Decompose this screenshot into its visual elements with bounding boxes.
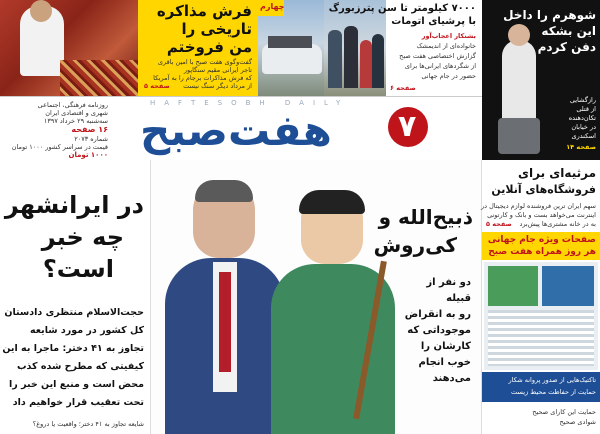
masthead-price: ۱۰۰۰ تومان — [68, 151, 108, 159]
cover-headline-1: ذبیح‌الله و — [378, 205, 473, 229]
family-car-photo — [258, 0, 324, 96]
worker-figure — [271, 190, 391, 434]
right-summary-1: سهم ایران ترین فروشنده لوازم دیجیتال در — [480, 202, 596, 210]
right-column — [482, 160, 600, 434]
cover-dek-3: رو به انقراض — [404, 309, 471, 320]
masthead-logo: هفت‌صبح — [140, 106, 332, 155]
top-center-headline-2: با پرشیای اتومات — [391, 16, 476, 27]
top-center-summary-2: خانواده‌ای از اندیمشک — [416, 42, 476, 50]
masthead-meta-2: شهری و اقتصادی ایران — [45, 109, 108, 117]
top-left-story — [138, 0, 258, 96]
top-left-summary-4: از مرداد دیگر سنگ نیست — [183, 82, 252, 90]
carpet-photo — [0, 0, 138, 96]
top-right-page-ref: صفحه ۱۴ — [566, 143, 596, 151]
promo-caption-1: تاکتیک‌هایی از صدور پروانه شکار — [508, 376, 596, 384]
top-left-headline-2: تاریخی را — [181, 20, 252, 38]
top-right-caption-3: تکان‌دهنده — [568, 114, 596, 122]
top-right-headline-3: دفن کردم — [537, 40, 596, 54]
top-right-caption-2: از قتلی — [576, 105, 596, 113]
cover-dek-1: دو نفر از — [426, 277, 471, 288]
top-center-story — [328, 0, 480, 96]
top-left-summary-3: که فرش مذاکرات برجام را به آمریکا — [153, 74, 252, 82]
left-footer: شایعه تجاوز به ۴۱ دختر؛ واقعیت یا دروغ؟ — [32, 420, 144, 428]
right-summary-ref: صفحه ۵ — [486, 220, 512, 228]
promo-banner[interactable] — [482, 232, 600, 260]
top-center-tag: چهارم — [260, 2, 285, 11]
masthead-price-label: قیمت در سراسر کشور ۱۰۰۰ تومان — [11, 143, 108, 151]
top-left-headline-3: من فروختم — [166, 38, 252, 56]
promo-small-1: حمایت این کارای صحیح — [532, 408, 596, 416]
left-headline-2: چه خبر — [41, 223, 124, 251]
top-left-page-ref: صفحه ۵ — [144, 82, 170, 90]
masthead-latin: HAFTESOBH DAILY — [150, 99, 350, 107]
top-right-caption-5: اسکندری — [571, 132, 596, 140]
top-left-summary-2: تاجر ایرانی مقیم سنگاپور — [183, 66, 252, 74]
masthead — [0, 96, 482, 160]
left-dek-5: محض است و منبع این خبر را — [9, 379, 144, 390]
promo-subline: هر روز همراه هفت صبح — [488, 247, 596, 257]
left-story — [0, 160, 150, 434]
worldcup-thumbnail — [484, 262, 598, 370]
top-right-caption-4: در خیابان — [571, 123, 596, 131]
left-headline-1: در ایرانشهر — [4, 191, 144, 219]
top-center-summary-3: گزارش اختصاصی هفت صبح — [399, 52, 476, 60]
masthead-meta-box — [0, 101, 112, 157]
left-dek-1: حجت‌الاسلام منتظری دادستان — [4, 307, 144, 318]
masthead-issue: شماره ۲۰۷۳ — [74, 135, 108, 143]
right-headline-1: مرثیه‌ای برای — [518, 166, 596, 180]
masthead-pages: ۱۶ صفحه — [71, 125, 108, 134]
top-center-summary-5: حضور در جام جهانی — [421, 72, 476, 80]
masthead-meta-3: سه‌شنبه ۲۹ خرداد ۱۳۹۷ — [43, 117, 108, 125]
left-dek-3: تجاوز به ۴۱ دختر: ماجرا به این — [2, 343, 144, 354]
top-right-headline-2: این بشکه — [541, 24, 596, 38]
top-left-summary-1: گفت‌وگوی هفت صبح با امین باقری — [157, 58, 252, 66]
left-headline-3: است؟ — [42, 255, 114, 283]
top-right-headline-1: شوهرم را داخل — [503, 8, 596, 22]
promo-headline: صفحات ویژه جام جهانی — [487, 235, 596, 245]
cover-dek-2: قبیله — [446, 293, 471, 304]
left-dek-2: کل کشور در مورد شایعه — [30, 325, 144, 336]
barrel-photo — [482, 0, 600, 160]
promo-caption-box — [482, 372, 600, 402]
cover-headline-2: کی‌روش — [373, 233, 457, 257]
left-dek-6: تحت تعقیب قرار خواهیم داد — [12, 397, 144, 408]
top-center-headline-1: ۷۰۰۰ کیلومتر تا سن پترزبورگ — [328, 3, 476, 14]
promo-caption-2: حمایت از حفاظت محیط زیست — [511, 388, 596, 396]
coach-figure — [165, 180, 285, 434]
masthead-meta-1: روزنامه فرهنگی، اجتماعی — [37, 101, 108, 109]
right-headline-2: فروشگاه‌های آنلاین — [491, 183, 596, 196]
cover-dek-6: خوب انجام — [418, 357, 471, 368]
promo-small-2: شوادی صحیح — [559, 418, 596, 426]
cover-dek-4: موجوداتی که — [407, 325, 471, 336]
top-left-headline-1: فرش مذاکره — [156, 2, 252, 20]
left-dek-4: کیفیتی که مطرح شده کذب — [16, 361, 144, 372]
top-center-summary-1: بشنکار اعجاب‌آور — [421, 32, 476, 40]
masthead-logo-number: ۷ — [398, 109, 417, 144]
cover-dek-5: کارشان را — [420, 341, 471, 352]
cover-illustration — [150, 160, 482, 434]
right-summary-2: اینترنت می‌خواهد بست و بانک و کارتونی — [487, 211, 596, 219]
top-center-page-ref: صفحه ۶ — [390, 84, 416, 92]
cover-dek-7: می‌دهند — [432, 373, 471, 384]
top-center-summary-4: از شگردهای ایرانی‌ها برای — [404, 62, 476, 70]
right-summary-3: به در خانه مشتری‌ها پیش‌برد — [519, 220, 596, 228]
top-right-caption-1: رازگشایی — [569, 96, 596, 104]
